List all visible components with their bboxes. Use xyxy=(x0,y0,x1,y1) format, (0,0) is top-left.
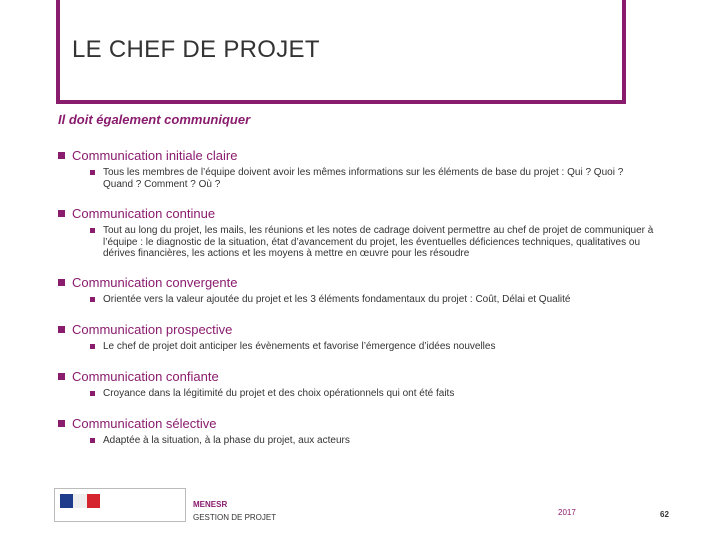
section-convergente xyxy=(58,275,655,306)
section-confiante xyxy=(58,369,655,400)
section-label: Communication prospective xyxy=(72,322,233,337)
bullet-level1 xyxy=(58,322,655,337)
section-detail: Croyance dans la légitimité du projet et des choix opérationnels qui ont été faits xyxy=(103,388,455,399)
bullet-level1 xyxy=(58,148,655,163)
marianne-logo-icon xyxy=(58,492,102,518)
bullet-level2 xyxy=(90,435,655,447)
footer-year: 2017 xyxy=(558,508,576,517)
bullet-level1 xyxy=(58,275,655,290)
section-selective xyxy=(58,416,655,447)
square-bullet-icon xyxy=(58,279,65,286)
section-label: Communication convergente xyxy=(72,275,238,290)
slide-heading: Il doit également communiquer xyxy=(58,112,251,127)
footer-subtitle: GESTION DE PROJET xyxy=(193,513,277,522)
section-label: Communication initiale claire xyxy=(72,148,238,163)
bullet-level2 xyxy=(90,294,655,306)
bullet-level2 xyxy=(90,341,655,353)
square-bullet-icon xyxy=(90,297,95,302)
square-bullet-icon xyxy=(90,438,95,443)
frame-left-bar xyxy=(56,0,60,104)
ministry-logo xyxy=(54,488,186,522)
bullet-level1 xyxy=(58,416,655,431)
section-detail: Le chef de projet doit anticiper les évènements et favorise l’émergence d’idées nouvelles xyxy=(103,341,496,352)
frame-right-bar xyxy=(622,0,626,104)
square-bullet-icon xyxy=(58,152,65,159)
footer-organization: MENESR xyxy=(193,500,228,509)
section-initiale xyxy=(58,148,655,190)
section-prospective xyxy=(58,322,655,353)
section-detail: Tous les membres de l’équipe doivent avoir les mêmes informations sur les éléments de base du projet : Qui ? Quoi ? Quand ? Comment ? Où ? xyxy=(103,167,624,190)
square-bullet-icon xyxy=(58,326,65,333)
page-number: 62 xyxy=(660,510,669,519)
bullet-level1 xyxy=(58,206,655,221)
square-bullet-icon xyxy=(90,170,95,175)
frame-bottom-bar xyxy=(56,100,626,104)
bullet-level1 xyxy=(58,369,655,384)
section-detail: Adaptée à la situation, à la phase du projet, aux acteurs xyxy=(103,435,350,446)
section-label: Communication continue xyxy=(72,206,216,221)
section-detail: Orientée vers la valeur ajoutée du projet et les 3 éléments fondamentaux du projet : Coût, Délai et Qualité xyxy=(103,294,571,305)
square-bullet-icon xyxy=(58,210,65,217)
bullet-level2 xyxy=(90,167,655,190)
square-bullet-icon xyxy=(58,373,65,380)
bullet-level2 xyxy=(90,388,655,400)
section-label: Communication sélective xyxy=(72,416,217,431)
square-bullet-icon xyxy=(90,391,95,396)
tricolor-flag-icon xyxy=(60,494,100,508)
square-bullet-icon xyxy=(90,228,95,233)
section-continue xyxy=(58,206,655,260)
square-bullet-icon xyxy=(90,344,95,349)
section-detail: Tout au long du projet, les mails, les réunions et les notes de cadrage doivent permettre au chef de projet de communiquer à l’équipe : le diagnostic de la situation, état d’avancement du projet, les éventuelles déficiences techniques, qualitatives ou dérives financières, les actions et les moyens à mettre en œuvre pour les résoudre xyxy=(103,225,654,259)
bullet-level2 xyxy=(90,225,655,260)
square-bullet-icon xyxy=(58,420,65,427)
section-label: Communication confiante xyxy=(72,369,219,384)
slide-title: LE CHEF DE PROJET xyxy=(72,36,320,63)
